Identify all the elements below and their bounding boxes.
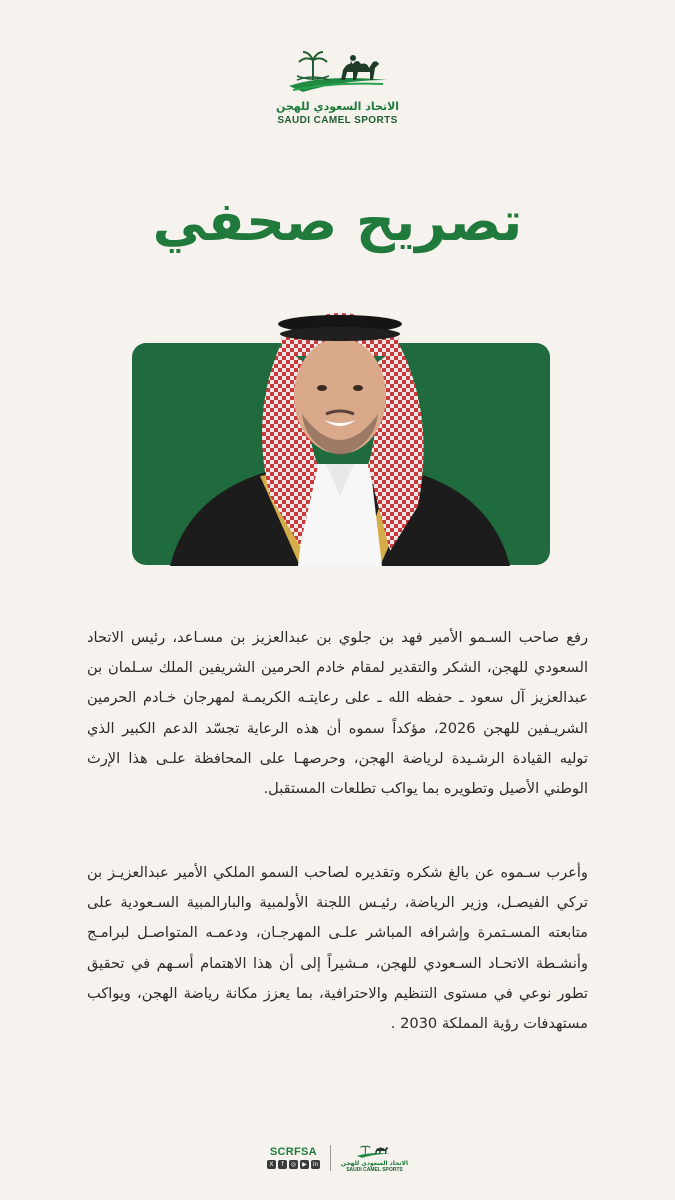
footer-logo [341, 1142, 408, 1173]
footer-logo-arabic: الاتحاد السعودي للهجن [340, 1160, 409, 1167]
instagram-icon[interactable]: ◎ [290, 1161, 297, 1168]
press-paragraph-1: رفع صاحب السـمو الأمير فهد بن جلوي بن عبدالعزيز بن مسـاعد، رئيس الاتحاد السعودي للهجن، الشكر والتقدير لمقام خادم الحرمين الشريفين الملك سـلمان بن عبدالعزيز آل سعود ـ حفظه الله ـ على رعايتـه الكريمـة لمهرجان خـادم الحرمين الشريـفين للهجن 2026، مؤكداً سموه أن هذه الرعاية تجسّد الدعم الكبير الذي توليه القيادة الرشـيدة لرياضة الهجن، وحرصهـا على المحافظة علـى هذا الإرث الوطني الأصيل وتطويره بما يواكب تطلعات المستقبل. [87, 629, 588, 798]
footer-logo-english: SAUDI CAMEL SPORTS [346, 1167, 403, 1173]
footer [0, 1142, 675, 1173]
portrait-photo [150, 296, 530, 566]
logo-english-text: SAUDI CAMEL SPORTS [277, 115, 398, 126]
social-icons-row [267, 1160, 320, 1169]
footer-divider [330, 1145, 331, 1171]
footer-social [267, 1146, 320, 1169]
page-title: تصريح صحفي [152, 190, 523, 253]
youtube-icon[interactable]: ▶ [300, 1160, 309, 1169]
x-icon[interactable]: X [267, 1160, 276, 1169]
footer-brand-text: SCRFSA [269, 1146, 317, 1158]
header-logo [0, 46, 675, 126]
camel-rider-icon [354, 1142, 394, 1160]
logo-arabic-text: الاتحاد السعودي للهجن [275, 100, 400, 113]
linkedin-icon[interactable]: in [312, 1161, 319, 1168]
facebook-icon[interactable]: f [278, 1160, 287, 1169]
camel-rider-icon [283, 46, 393, 98]
press-paragraph-2: وأعرب سـموه عن بالغ شكره وتقديره لصاحب السمو الملكي الأمير عبدالعزيـز بن تركي الفيصـل، وزير الرياضة، رئيـس اللجنة الأولمبية والبارالمبية السـعودية على متابعته المسـتمرة وإشرافه المباشر علـى المهرجـان، ودعمـه المتواصـل لبرامـج وأنشـطة الاتحـاد السـعودي للهجن، مـشيراً إلى أن هذا الاهتمام أسـهم في تحقيق تطور نوعي في مستوى التنظيم والاحترافية، بما يعزز مكانة رياضة الهجن، ويواكب مستهدفات رؤية المملكة 2030 . [87, 864, 588, 1033]
